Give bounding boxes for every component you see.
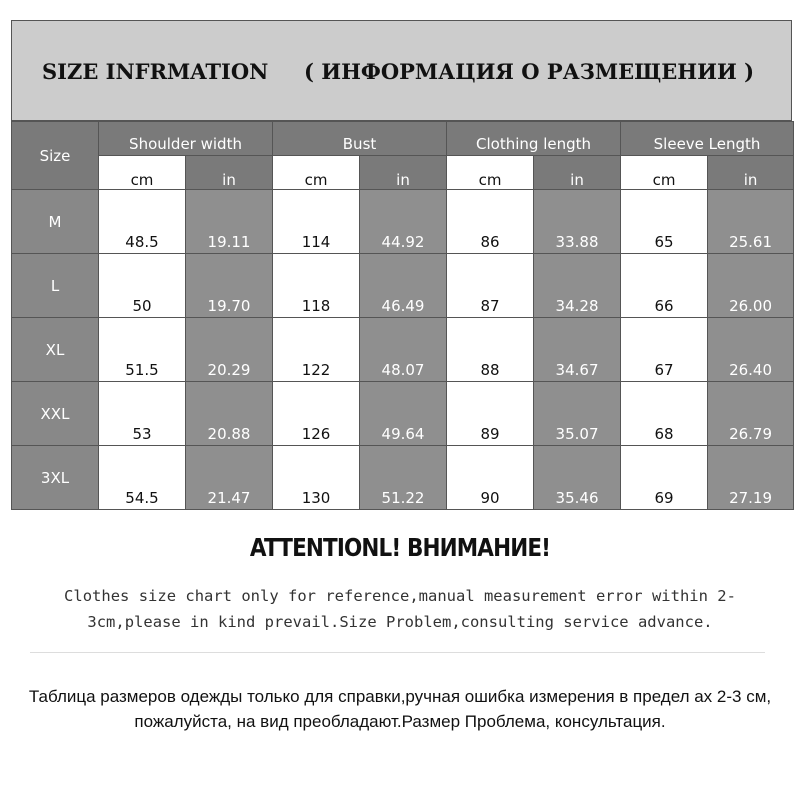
- attention-heading: ATTENTIONL! ВНИМАНИЕ!: [249, 533, 551, 562]
- header-shoulder-width: Shoulder width: [99, 122, 273, 156]
- length-in-cell: 34.67: [534, 318, 621, 382]
- table-row: [12, 446, 794, 510]
- length-in-cell: 33.88: [534, 190, 621, 254]
- size-label: 3XL: [12, 446, 99, 510]
- header-sleeve-length: Sleeve Length: [621, 122, 794, 156]
- table-row: [12, 382, 794, 446]
- size-label: L: [12, 254, 99, 318]
- bust-in-cell: 48.07: [360, 318, 447, 382]
- shoulder-cm-cell: 54.5: [99, 446, 186, 510]
- size-label: M: [12, 190, 99, 254]
- length-cm-cell: 86: [447, 190, 534, 254]
- unit-cm: cm: [447, 156, 534, 190]
- unit-cm: cm: [621, 156, 708, 190]
- length-in-cell: 34.28: [534, 254, 621, 318]
- length-in-cell: 35.07: [534, 382, 621, 446]
- sleeve-in-cell: 26.79: [708, 382, 794, 446]
- shoulder-cm-cell: 51.5: [99, 318, 186, 382]
- title-right: ( ИНФОРМАЦИЯ О РАЗМЕЩЕНИИ ): [304, 59, 755, 84]
- size-label: XL: [12, 318, 99, 382]
- size-label: XXL: [12, 382, 99, 446]
- sleeve-in-cell: 27.19: [708, 446, 794, 510]
- size-table: [11, 121, 794, 510]
- unit-in: in: [360, 156, 447, 190]
- unit-in: in: [534, 156, 621, 190]
- length-cm-cell: 87: [447, 254, 534, 318]
- divider: [30, 652, 765, 653]
- shoulder-cm-cell: 48.5: [99, 190, 186, 254]
- bust-cm-cell: 122: [273, 318, 360, 382]
- table-row: [12, 254, 794, 318]
- length-cm-cell: 88: [447, 318, 534, 382]
- disclaimer-russian: Таблица размеров одежды только для справки,ручная ошибка измерения в предел ах 2-3 см, пожалуйста, на вид преобладают.Размер Проблема, консультация.: [28, 687, 772, 731]
- shoulder-cm-cell: 50: [99, 254, 186, 318]
- table-row: [12, 318, 794, 382]
- bust-cm-cell: 126: [273, 382, 360, 446]
- sleeve-cm-cell: 67: [621, 318, 708, 382]
- length-cm-cell: 89: [447, 382, 534, 446]
- unit-cm: cm: [273, 156, 360, 190]
- sleeve-in-cell: 25.61: [708, 190, 794, 254]
- bust-in-cell: 49.64: [360, 382, 447, 446]
- bust-cm-cell: 114: [273, 190, 360, 254]
- table-row: [12, 190, 794, 254]
- header-bust: Bust: [273, 122, 447, 156]
- unit-in: in: [186, 156, 273, 190]
- unit-in: in: [708, 156, 794, 190]
- sleeve-cm-cell: 66: [621, 254, 708, 318]
- bust-cm-cell: 130: [273, 446, 360, 510]
- title-banner: [11, 20, 792, 121]
- sleeve-in-cell: 26.40: [708, 318, 794, 382]
- shoulder-in-cell: 19.11: [186, 190, 273, 254]
- sleeve-cm-cell: 65: [621, 190, 708, 254]
- shoulder-cm-cell: 53: [99, 382, 186, 446]
- sleeve-in-cell: 26.00: [708, 254, 794, 318]
- sleeve-cm-cell: 69: [621, 446, 708, 510]
- sleeve-cm-cell: 68: [621, 382, 708, 446]
- size-header: Size: [12, 122, 99, 190]
- title-left: SIZE INFRMATION: [42, 59, 269, 84]
- shoulder-in-cell: 19.70: [186, 254, 273, 318]
- bust-in-cell: 44.92: [360, 190, 447, 254]
- length-in-cell: 35.46: [534, 446, 621, 510]
- shoulder-in-cell: 21.47: [186, 446, 273, 510]
- unit-cm: cm: [99, 156, 186, 190]
- shoulder-in-cell: 20.29: [186, 318, 273, 382]
- shoulder-in-cell: 20.88: [186, 382, 273, 446]
- header-clothing-length: Clothing length: [447, 122, 621, 156]
- length-cm-cell: 90: [447, 446, 534, 510]
- bust-in-cell: 46.49: [360, 254, 447, 318]
- disclaimer-english: Clothes size chart only for reference,manual measurement error within 2-3cm,please in kind prevail.Size Problem,consulting service advance.: [64, 587, 736, 631]
- bust-in-cell: 51.22: [360, 446, 447, 510]
- bust-cm-cell: 118: [273, 254, 360, 318]
